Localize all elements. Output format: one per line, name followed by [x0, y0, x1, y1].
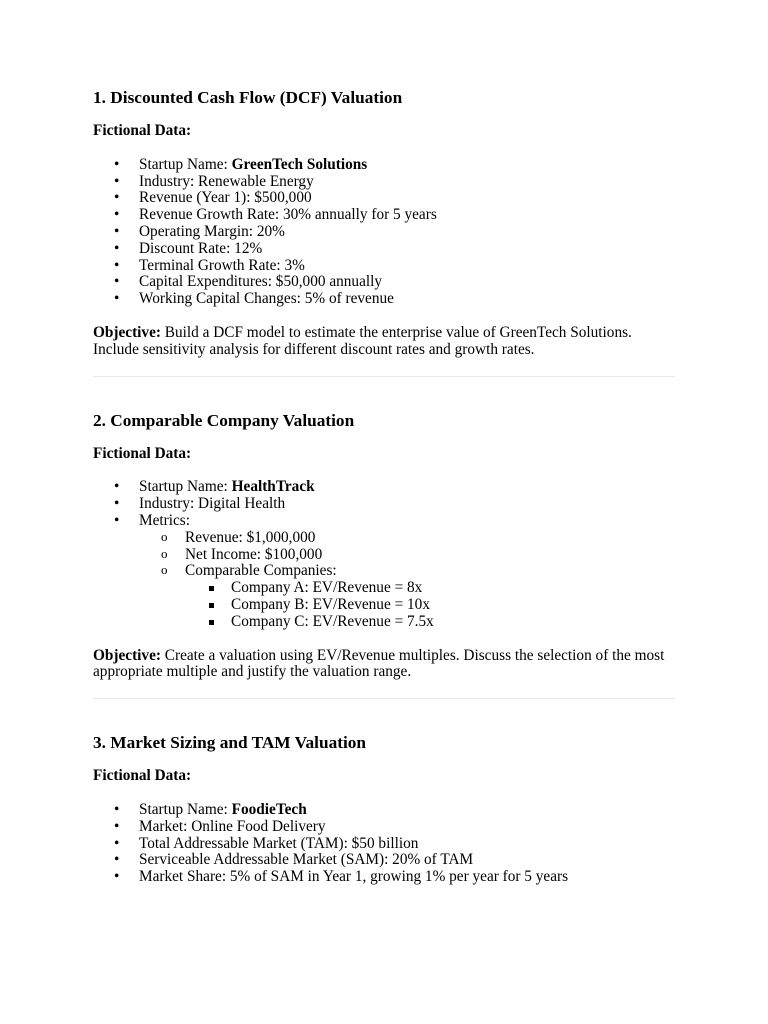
section-divider — [93, 376, 675, 377]
list-item: • Revenue (Year 1): $500,000 — [93, 190, 675, 207]
list-item: • Serviceable Addressable Market (SAM): 20% of TAM — [93, 852, 675, 869]
objective-paragraph — [93, 325, 675, 359]
section-heading: 2. Comparable Company Valuation — [93, 410, 355, 430]
list-item: Company A: EV/Revenue = 8x — [185, 580, 675, 597]
startup-name: HealthTrack — [231, 478, 315, 496]
list-item: • Total Addressable Market (TAM): $50 billion — [93, 836, 675, 853]
list-item: • Discount Rate: 12% — [93, 241, 675, 258]
section-divider — [93, 698, 675, 699]
fictional-data-label: Fictional Data: — [93, 122, 192, 139]
objective-label: Objective: — [93, 323, 161, 341]
data-list — [93, 802, 675, 886]
objective-paragraph — [93, 648, 675, 682]
section-heading: 1. Discounted Cash Flow (DCF) Valuation — [93, 88, 403, 107]
list-item: • Capital Expenditures: $50,000 annually — [93, 274, 675, 291]
list-item: • Terminal Growth Rate: 3% — [93, 258, 675, 275]
data-list — [93, 157, 675, 308]
metrics-label: Metrics: — [139, 511, 190, 529]
list-item: • Market: Online Food Delivery — [93, 819, 675, 836]
objective-label: Objective: — [93, 646, 161, 664]
comparable-companies-label: Comparable Companies: — [185, 562, 337, 580]
metrics-list — [139, 530, 675, 631]
section-market-sizing — [93, 733, 675, 886]
list-item — [93, 513, 675, 631]
startup-name: FoodieTech — [231, 800, 307, 818]
list-item: • Industry: Digital Health — [93, 496, 675, 513]
fictional-data-label: Fictional Data: — [93, 444, 192, 462]
objective-text: Create a valuation using EV/Revenue multiples. Discuss the selection of the most appropriate multiple and justify the valuation range. — [93, 646, 665, 681]
list-item: • Startup Name: HealthTrack — [93, 479, 675, 496]
list-item: • Startup Name: FoodieTech — [93, 802, 675, 819]
objective-text: Build a DCF model to estimate the enterprise value of GreenTech Solutions. Include sensitivity analysis for different discount rates and growth rates. — [93, 323, 632, 358]
data-list — [93, 479, 675, 630]
list-item: Company C: EV/Revenue = 7.5x — [185, 614, 675, 631]
list-item: • Operating Margin: 20% — [93, 224, 675, 241]
list-item: Company B: EV/Revenue = 10x — [185, 597, 675, 614]
startup-name: GreenTech Solutions — [231, 155, 368, 173]
list-item: o Net Income: $100,000 — [139, 547, 675, 564]
list-item: • Industry: Renewable Energy — [93, 174, 675, 191]
companies-list — [185, 580, 675, 630]
section-comparable — [93, 411, 675, 700]
list-item: • Startup Name: GreenTech Solutions — [93, 157, 675, 174]
list-item: o Revenue: $1,000,000 — [139, 530, 675, 547]
section-dcf — [93, 88, 675, 377]
section-heading: 3. Market Sizing and TAM Valuation — [93, 733, 367, 753]
list-item: • Market Share: 5% of SAM in Year 1, growing 1% per year for 5 years — [93, 869, 675, 886]
list-item — [139, 563, 675, 630]
fictional-data-label: Fictional Data: — [93, 767, 192, 785]
list-item: • Revenue Growth Rate: 30% annually for 5 years — [93, 207, 675, 224]
document-content — [93, 88, 675, 886]
list-item: • Working Capital Changes: 5% of revenue — [93, 291, 675, 308]
